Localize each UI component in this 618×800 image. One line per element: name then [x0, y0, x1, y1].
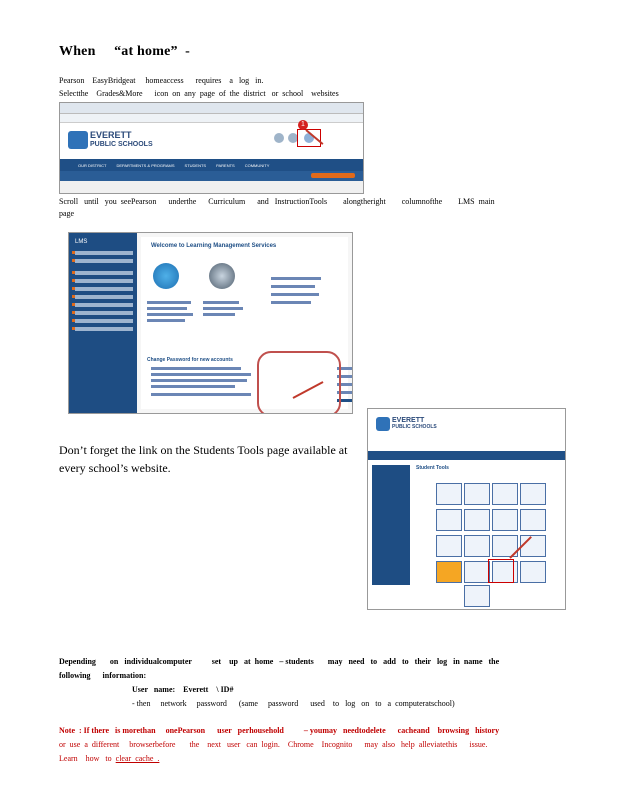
tool-tile[interactable] — [520, 483, 546, 505]
lms-page-screenshot — [68, 232, 353, 414]
lms-sidebar-item[interactable] — [75, 311, 133, 315]
nav-community[interactable]: COMMUNITY — [244, 162, 270, 168]
note-line-2: or use a different browserbefore the next user can login. Chrome Incognito may also help alleviatethis issue. — [59, 740, 488, 749]
step-badge: 1 — [298, 120, 308, 130]
nav-departments[interactable]: DEPARTMENTS & PROGRAMS — [116, 162, 175, 168]
tool-tile[interactable] — [520, 535, 546, 557]
lms-sidebar-item[interactable] — [75, 287, 133, 291]
school-logo-text: EVERETT PUBLIC SCHOOLS — [392, 417, 437, 430]
district-icon — [274, 133, 284, 143]
note-line-3: Learn how to clear cache . — [59, 754, 160, 763]
scroll-line-2: page — [59, 209, 75, 218]
tool-tile[interactable] — [464, 509, 490, 531]
lms-sidebar-item[interactable] — [75, 295, 133, 299]
tool-tile[interactable] — [464, 483, 490, 505]
tool-tile[interactable] — [436, 561, 462, 583]
lms-sidebar — [69, 233, 137, 413]
lms-heading: Welcome to Learning Management Services — [151, 243, 277, 249]
district-logo-text: EVERETT PUBLIC SCHOOLS — [90, 130, 153, 148]
students-tools-line-2: every school’s website. — [59, 461, 171, 475]
lms-sidebar-item[interactable] — [75, 251, 133, 255]
network-password-line: - then network password (same password used to log on to a computeratschool) — [132, 699, 455, 708]
tool-tile[interactable] — [464, 535, 490, 557]
lms-sidebar-item[interactable] — [75, 303, 133, 307]
nav-our-district[interactable]: OUR DISTRICT — [78, 162, 107, 168]
note-line-1: Note : If there is morethan onePearson user perhousehold – youmay needtodelete cacheand browsing history — [59, 726, 500, 735]
tool-tile[interactable] — [492, 483, 518, 505]
students-tools-line-1: Don’t forget the link on the Students Tools page available at — [59, 443, 348, 457]
district-logo-icon — [68, 131, 88, 149]
clear-cache-link[interactable]: clear cache . — [115, 754, 160, 763]
district-website-screenshot — [59, 102, 364, 194]
info-logo-icon — [153, 263, 179, 289]
school-nav-bar — [368, 451, 565, 460]
school-sidebar — [372, 465, 410, 585]
tool-tile[interactable] — [520, 561, 546, 583]
district-subbar — [60, 171, 363, 181]
lms-sidebar-item[interactable] — [75, 279, 133, 283]
tool-tile[interactable] — [436, 483, 462, 505]
browser-toolbar — [60, 103, 363, 114]
district-nav-bar — [60, 159, 363, 171]
lms-sidebar-item[interactable] — [75, 271, 133, 275]
tool-tile[interactable] — [492, 509, 518, 531]
tool-tile[interactable] — [464, 585, 490, 607]
tool-tile[interactable] — [436, 535, 462, 557]
nav-parents[interactable]: PARENTS — [216, 162, 235, 168]
school-header — [368, 409, 565, 451]
tool-tile[interactable] — [464, 561, 490, 583]
tools-highlight — [257, 351, 341, 414]
school-logo-icon — [376, 417, 390, 431]
depending-line-1: Depending on individualcomputer set up at home – students may need to add to their log in name the — [59, 657, 500, 666]
student-tools-screenshot — [367, 408, 566, 610]
site-search-input[interactable] — [311, 173, 355, 178]
tool-tile[interactable] — [520, 509, 546, 531]
scroll-line-1: Scroll until you seePearson underthe Curriculum and InstructionTools alongtheright columnofthe LMS main — [59, 197, 495, 206]
student-tools-heading: Student Tools — [416, 465, 449, 471]
lms-sidebar-item[interactable] — [75, 259, 133, 263]
shield-logo-icon — [209, 263, 235, 289]
lms-sidebar-title: LMS — [75, 239, 88, 245]
nav-students[interactable]: STUDENTS — [184, 162, 207, 168]
lms-sidebar-item[interactable] — [75, 319, 133, 323]
lms-sidebar-item[interactable] — [75, 327, 133, 331]
pearson-tile-highlight — [488, 559, 514, 583]
page-title: When “at home” - — [59, 44, 190, 59]
browser-favorites-bar — [60, 114, 363, 123]
intro-line-2: Selectthe Grades&More icon on any page of the district or school websites — [59, 89, 339, 98]
depending-line-2: following information: — [59, 671, 147, 680]
change-password-heading: Change Password for new accounts — [147, 357, 233, 363]
tool-tile[interactable] — [436, 509, 462, 531]
intro-line-1: Pearson EasyBridgeat homeaccess requires a log in. — [59, 76, 264, 85]
user-name-line: User name: Everett \ ID# — [132, 685, 234, 694]
